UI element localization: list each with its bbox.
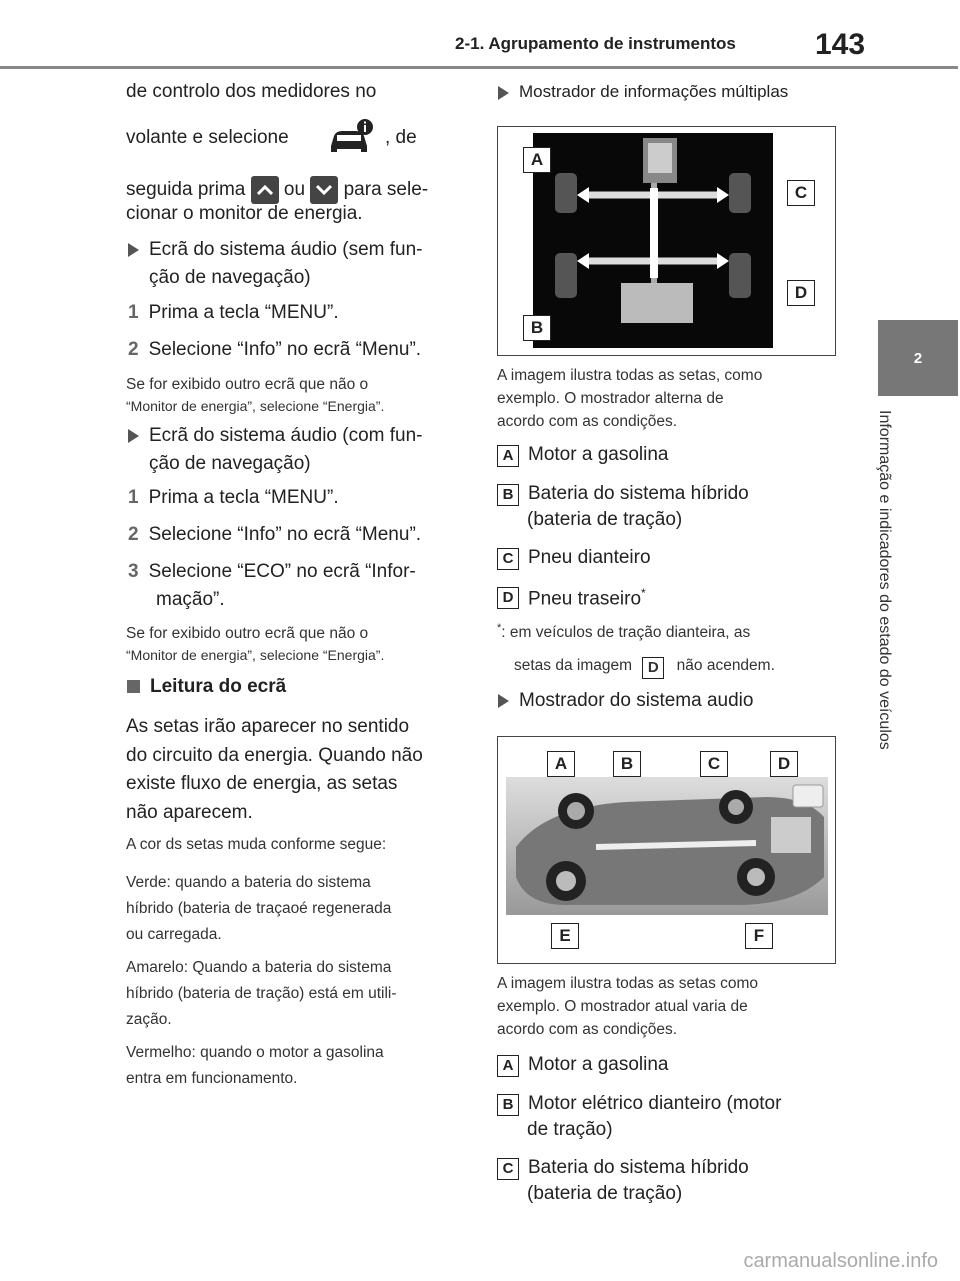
triangle-bullet-icon	[498, 694, 509, 708]
square-bullet-icon	[127, 680, 140, 693]
fig2-item-b: B Motor elétrico dianteiro (motor	[497, 1094, 781, 1116]
step-a1: 1 Prima a tecla “MENU”.	[128, 302, 339, 323]
audio-nav-heading: Ecrã do sistema áudio (com fun-	[128, 426, 423, 447]
color-intro: A cor ds setas muda conforme segue:	[126, 836, 387, 853]
fig2-item-c-cont: (bateria de tração)	[527, 1183, 683, 1204]
footnote-line-2: setas da imagem D não acendem.	[514, 657, 775, 679]
chapter-tab[interactable]: 2	[878, 320, 958, 396]
fig1-item-a: A Motor a gasolina	[497, 445, 668, 467]
energy-monitor-figure-multi-info	[497, 126, 836, 356]
step-a2: 2 Selecione “Info” no ecrã “Menu”.	[128, 339, 422, 360]
energy-monitor-figure-audio	[497, 736, 836, 964]
note-b-line-1: Se for exibido outro ecrã que não o	[126, 625, 369, 642]
note-a-line-2: “Monitor de energia”, selecione “Energia”.	[126, 398, 385, 414]
figure2-label-f: F	[745, 923, 773, 949]
fig1-item-b: B Bateria do sistema híbrido	[497, 484, 749, 506]
figure2-label-a: A	[547, 751, 575, 777]
intro-line-4: cionar o monitor de energia.	[126, 203, 363, 224]
note-a-line-1: Se for exibido outro ecrã que não o	[126, 376, 369, 393]
audio-no-nav-heading: Ecrã do sistema áudio (sem fun-	[128, 240, 423, 261]
reading-heading: Leitura do ecrã	[127, 677, 286, 698]
watermark: carmanualsonline.info	[743, 1250, 938, 1272]
intro-line-2: volante e selecione	[126, 127, 289, 148]
reading-paragraph: As setas irão aparecer no sentido do circuito da energia. Quando não existe fluxo de energia, as setas não aparecem.	[126, 716, 423, 823]
triangle-bullet-icon	[498, 86, 509, 100]
step-b1: 1 Prima a tecla “MENU”.	[128, 487, 339, 508]
intro-line-1: de controlo dos medidores no	[126, 81, 377, 102]
chapter-title-vertical: Informação e indicadores do estado do veículos	[876, 410, 893, 750]
audio-display-heading: Mostrador do sistema audio	[498, 691, 753, 712]
figure2-label-e: E	[551, 923, 579, 949]
fig2-item-a: A Motor a gasolina	[497, 1055, 668, 1077]
fig1-item-d: D Pneu traseiro*	[497, 587, 646, 610]
triangle-bullet-icon	[128, 243, 139, 257]
fig2-item-b-cont: de tração)	[527, 1119, 613, 1140]
triangle-bullet-icon	[128, 429, 139, 443]
figure1-label-a: A	[523, 147, 551, 173]
note-b-line-2: “Monitor de energia”, selecione “Energia”.	[126, 647, 385, 663]
figure2-label-c: C	[700, 751, 728, 777]
figure1-caption: A imagem ilustra todas as setas, como exemplo. O mostrador alterna de acordo com as condições.	[497, 367, 763, 430]
yellow-description: Amarelo: Quando a bateria do sistema híbrido (bateria de tração) está em utili- zação.	[126, 959, 397, 1028]
figure2-label-b: B	[613, 751, 641, 777]
step-b3: 3 Selecione “ECO” no ecrã “Infor-	[128, 561, 416, 582]
header-rule	[0, 66, 958, 69]
energy-monitor-illustration	[533, 133, 773, 348]
figure1-label-b: B	[523, 315, 551, 341]
audio-no-nav-heading-cont: ção de navegação)	[149, 267, 311, 288]
figure1-label-d: D	[787, 280, 815, 306]
fig2-item-c: C Bateria do sistema híbrido	[497, 1158, 749, 1180]
up-arrow-key-icon	[251, 176, 279, 204]
fig1-item-b-cont: (bateria de tração)	[527, 509, 683, 530]
down-arrow-key-icon	[310, 176, 338, 204]
fig1-item-c: C Pneu dianteiro	[497, 548, 651, 570]
page-number: 143	[815, 28, 866, 61]
footnote-line-1: *: em veículos de tração dianteira, as	[497, 622, 751, 642]
vehicle-info-icon	[325, 118, 375, 163]
figure2-caption: A imagem ilustra todas as setas como exemplo. O mostrador atual varia de acordo com as condições.	[497, 975, 759, 1038]
green-description: Verde: quando a bateria do sistema híbrido (bateria de traçaoé regenerada ou carregada.	[126, 874, 392, 943]
multi-info-heading: Mostrador de informações múltiplas	[498, 82, 788, 102]
figure1-label-c: C	[787, 180, 815, 206]
audio-energy-illustration	[506, 777, 828, 915]
section-title: 2-1. Agrupamento de instrumentos	[455, 34, 736, 53]
red-description: Vermelho: quando o motor a gasolina entra em funcionamento.	[126, 1044, 384, 1087]
step-b2: 2 Selecione “Info” no ecrã “Menu”.	[128, 524, 422, 545]
intro-line-2-end: , de	[385, 127, 417, 148]
step-b3-cont: mação”.	[156, 589, 225, 610]
audio-nav-heading-cont: ção de navegação)	[149, 453, 311, 474]
intro-line-3: seguida prima ou para sele-	[126, 176, 428, 204]
figure2-label-d: D	[770, 751, 798, 777]
